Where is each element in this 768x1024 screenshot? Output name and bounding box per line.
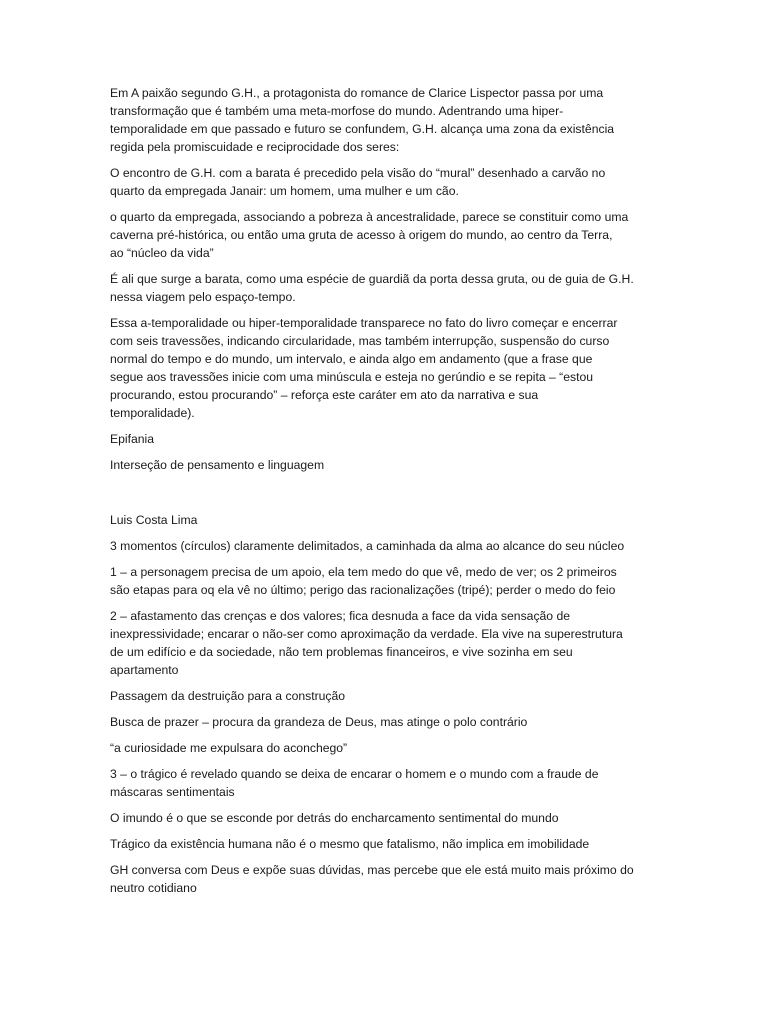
paragraph-temporality: Essa a-temporalidade ou hiper-temporalidade transparece no fato do livro começar e encerrar com seis travessões, indicando circularidade, mas também interrupção, suspensão do curso normal do tempo e do mundo, um intervalo, e ainda algo em andamento (que a frase que segue aos travessões inicie com uma minúscula e esteja no gerúndio e se repita – “estou procurando, estou procurando” – reforça este caráter em ato da narrativa e sua temporalidade).	[110, 316, 618, 420]
paragraph-three-moments: 3 momentos (círculos) claramente delimitados, a caminhada da alma ao alcance do seu núcleo	[110, 539, 625, 553]
paragraph-intersection: Interseção de pensamento e linguagem	[110, 458, 325, 472]
paragraph-intro: Em A paixão segundo G.H., a protagonista do romance de Clarice Lispector passa por uma transformação que é também uma meta-morfose do mundo. Adentrando uma hiper- temporalidade em que passado e futuro se confundem, G.H. alcança uma zona da existência regida pela promiscuidade e reciprocidade dos seres:	[110, 86, 615, 154]
paragraph-pleasure: Busca de prazer – procura da grandeza de Deus, mas atinge o polo contrário	[110, 715, 528, 729]
paragraph-author: Luis Costa Lima	[110, 513, 198, 527]
paragraph-moment-two: 2 – afastamento das crenças e dos valores; fica desnuda a face da vida sensação de inexpressividade; encarar o não-ser como aproximação da verdade. Ela vive na superestrutura de um edifício e da sociedade, não tem problemas financeiros, e vive sozinha em seu apartamento	[110, 609, 623, 677]
paragraph-maid-room: o quarto da empregada, associando a pobreza à ancestralidade, parece se constituir como uma caverna pré-histórica, ou então uma gruta de acesso à origem do mundo, ao centro da Terra, ao “núcleo da vida”	[110, 210, 629, 260]
paragraph-god: GH conversa com Deus e expõe suas dúvidas, mas percebe que ele está muito mais próximo do neutro cotidiano	[110, 863, 634, 895]
paragraph-cockroach: É ali que surge a barata, como uma espécie de guardiã da porta dessa gruta, ou de guia de G.H. nessa viagem pelo espaço-tempo.	[110, 272, 634, 304]
paragraph-filth: O imundo é o que se esconde por detrás do encharcamento sentimental do mundo	[110, 811, 559, 825]
paragraph-moment-three: 3 – o trágico é revelado quando se deixa de encarar o homem e o mundo com a fraude de máscaras sentimentais	[110, 767, 599, 799]
paragraph-passage: Passagem da destruição para a construção	[110, 689, 346, 703]
paragraph-moment-one: 1 – a personagem precisa de um apoio, ela tem medo do que vê, medo de ver; os 2 primeiros são etapas para oq ela vê no último; perigo das racionalizações (tripé); perder o medo do feio	[110, 565, 617, 597]
paragraph-encounter: O encontro de G.H. com a barata é precedido pela visão do “mural” desenhado a carvão no quarto da empregada Janair: um homem, uma mulher e um cão.	[110, 166, 606, 198]
paragraph-tragic: Trágico da existência humana não é o mesmo que fatalismo, não implica em imobilidade	[110, 837, 590, 851]
document-body	[110, 84, 662, 905]
paragraph-quote: “a curiosidade me expulsara do aconchego”	[110, 741, 348, 755]
paragraph-epiphany: Epifania	[110, 432, 155, 446]
